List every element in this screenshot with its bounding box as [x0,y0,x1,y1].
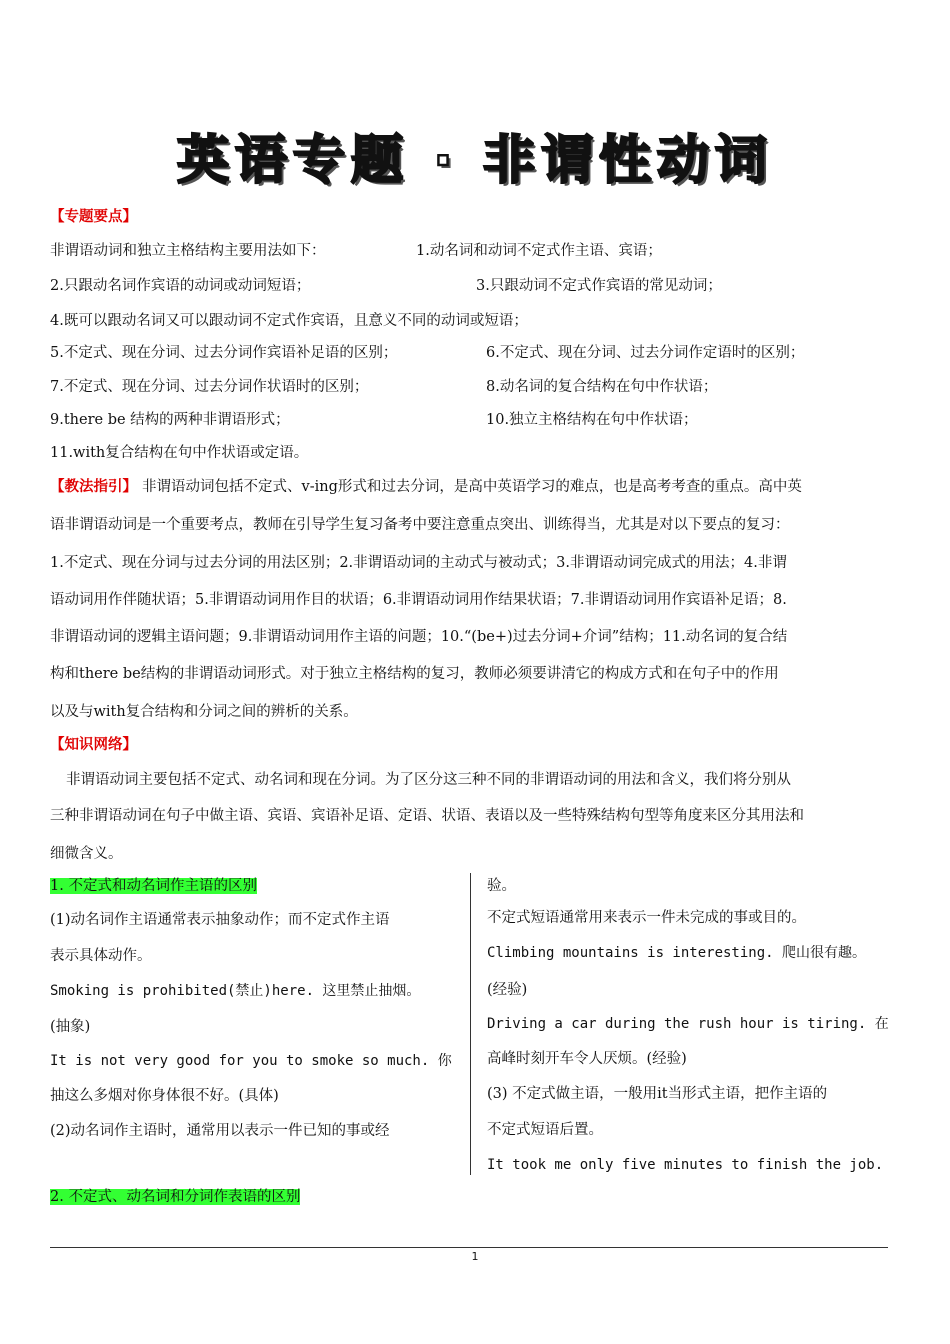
subheading-2 [50,1187,300,1207]
text-line: 11.with复合结构在句中作状语或定语。 [50,445,309,461]
text-line: 非谓语动词和独立主格结构主要用法如下： [50,243,326,259]
right-col-line: 不定式短语通常用来表示一件未完成的事或目的。 [487,910,806,926]
text-line: 3.只跟动词不定式作宾语的常见动词； [476,278,722,294]
page-number: 1 [471,1250,479,1263]
left-col-line: It is not very good for you to smoke so much. 你 [50,1053,452,1069]
paragraph-line: 语非谓语动词是一个重要考点，教师在引导学生复习备考中要注意重点突出、训练得当，尤其是对以下要点的复习： [50,517,790,533]
text-line: 5.不定式、现在分词、过去分词作宾语补足语的区别； [50,345,398,361]
right-col-line: 不定式短语后置。 [487,1122,603,1138]
text-line: 6.不定式、现在分词、过去分词作定语时的区别； [486,345,805,361]
left-col-line: (1)动名词作主语通常表示抽象动作；而不定式作主语 [50,912,390,928]
text-line: 4.既可以跟动名词又可以跟动词不定式作宾语，且意义不同的动词或短语； [50,313,528,329]
column-divider [470,873,471,1175]
subheading-2-text: 2. 不定式、动名词和分词作表语的区别 [50,1189,301,1205]
left-col-line: 表示具体动作。 [50,948,152,964]
paragraph-line: 三种非谓语动词在句子中做主语、宾语、宾语补足语、定语、状语、表语以及一些特殊结构句型等角度来区分其用法和 [50,808,804,824]
left-col-line: Smoking is prohibited(禁止)here. 这里禁止抽烟。 [50,983,421,999]
right-col-line: (经验) [487,982,528,998]
text-line: 7.不定式、现在分词、过去分词作状语时的区别； [50,379,369,395]
section-heading-teaching-guide: 【教法指引】 [50,478,137,495]
right-col-line: 验。 [487,878,516,894]
text-line: 2.只跟动名词作宾语的动词或动词短语； [50,278,311,294]
text-line: 9.there be 结构的两种非谓语形式； [50,412,290,428]
right-col-line: 高峰时刻开车令人厌烦。(经验) [487,1051,687,1067]
subheading-1 [50,876,257,896]
right-col-line: It took me only five minutes to finish the job. [487,1157,884,1173]
left-col-line: (抽象) [50,1019,91,1035]
section-heading-knowledge-network: 【知识网络】 [50,736,137,753]
right-col-line: Climbing mountains is interesting. 爬山很有趣。 [487,945,867,961]
subheading-1-text: 1. 不定式和动名词作主语的区别 [50,878,257,894]
left-col-line: 抽这么多烟对你身体很不好。(具体) [50,1088,279,1104]
text-line: 10.独立主格结构在句中作状语； [486,412,698,428]
text-line: 8.动名词的复合结构在句中作状语； [486,379,718,395]
right-col-line: (3) 不定式做主语，一般用it当形式主语，把作主语的 [487,1086,828,1102]
left-col-line: (2)动名词作主语时，通常用以表示一件已知的事或经 [50,1123,390,1139]
paragraph-line: 1.不定式、现在分词与过去分词的用法区别；2.非谓语动词的主动式与被动式；3.非谓语动词完成式的用法；4.非谓 [50,555,787,571]
paragraph-line: 非谓语动词的逻辑主语问题；9.非谓语动词用作主语的问题；10.“(be+)过去分词+介词”结构；11.动名词的复合结 [50,629,788,645]
footer-divider [50,1247,888,1248]
paragraph-line: 非谓语动词包括不定式、v-ing形式和过去分词，是高中英语学习的难点，也是高考考查的重点。高中英 [142,479,802,495]
paragraph-line: 非谓语动词主要包括不定式、动名词和现在分词。为了区分这三种不同的非谓语动词的用法和含义，我们将分别从 [66,772,791,788]
section-heading-key-points: 【专题要点】 [50,208,137,225]
right-col-line: Driving a car during the rush hour is tiring. 在 [487,1016,889,1032]
paragraph-line: 以及与with复合结构和分词之间的辨析的关系。 [50,704,358,720]
paragraph-line: 语动词用作伴随状语；5.非谓语动词用作目的状语；6.非谓语动词用作结果状语；7.非谓语动词用作宾语补足语；8. [50,592,787,608]
paragraph-line: 构和there be结构的非谓语动词形式。对于独立主格结构的复习，教师必须要讲清它的构成方式和在句子中的作用 [50,666,779,682]
paragraph-line: 细微含义。 [50,846,123,862]
page-title: 英语专题 · 非谓性动词 [177,131,773,191]
text-line: 1.动名词和动词不定式作主语、宾语； [416,243,662,259]
